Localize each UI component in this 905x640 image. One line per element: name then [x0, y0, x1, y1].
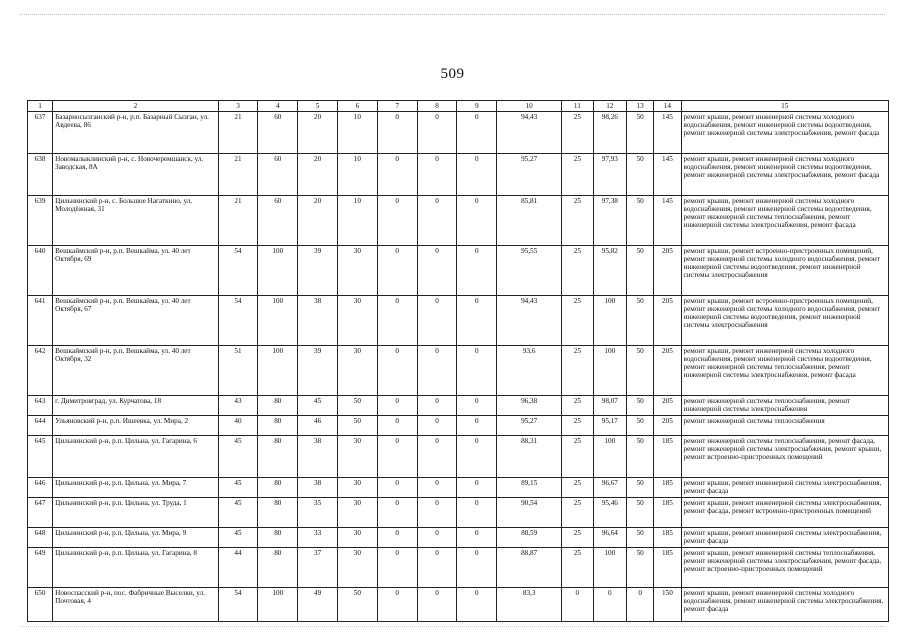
col7-cell: 0 — [377, 478, 417, 498]
col9-cell: 0 — [457, 246, 497, 296]
table-row — [28, 478, 889, 498]
works-cell: ремонт крыши, ремонт инженерной системы теплоснабжения, ремонт инженерной системы электроснабжения, ремонт фасада, ремонт встроенно-пристроенных помещений — [681, 548, 889, 588]
col12-cell: 95,46 — [593, 498, 627, 528]
col6-cell: 30 — [338, 528, 378, 548]
col7-cell: 0 — [377, 346, 417, 396]
col4-cell: 60 — [258, 196, 298, 246]
col11-cell: 25 — [562, 112, 593, 154]
col4-cell: 80 — [258, 528, 298, 548]
col6-cell: 30 — [338, 478, 378, 498]
table-row — [28, 346, 889, 396]
col7-cell: 0 — [377, 196, 417, 246]
column-header-10: 10 — [497, 101, 562, 112]
row-number: 641 — [28, 296, 53, 346]
works-cell: ремонт крыши, ремонт инженерной системы холодного водоснабжения, ремонт инженерной системы водоотведения, ремонт инженерной системы электроснабжения, ремонт фасада — [681, 112, 889, 154]
col6-cell: 10 — [338, 112, 378, 154]
col8-cell: 0 — [417, 296, 457, 346]
col13-cell: 50 — [627, 112, 654, 154]
row-number: 644 — [28, 416, 53, 436]
col4-cell: 100 — [258, 346, 298, 396]
col8-cell: 0 — [417, 416, 457, 436]
column-header-9: 9 — [457, 101, 497, 112]
col3-cell: 45 — [218, 436, 258, 478]
row-number: 637 — [28, 112, 53, 154]
col3-cell: 40 — [218, 416, 258, 436]
address-cell: Цильнинский р-н, р.п. Цильна, ул. Мира, 7 — [53, 478, 218, 498]
col3-cell: 54 — [218, 246, 258, 296]
col9-cell: 0 — [457, 112, 497, 154]
col14-cell: 185 — [654, 548, 681, 588]
col6-cell: 30 — [338, 498, 378, 528]
col3-cell: 45 — [218, 478, 258, 498]
works-cell: ремонт крыши, ремонт инженерной системы холодного водоснабжения, ремонт инженерной системы водоотведения, ремонт инженерной системы электроснабжения, ремонт фасада — [681, 154, 889, 196]
col8-cell: 0 — [417, 548, 457, 588]
table-row — [28, 246, 889, 296]
address-cell: Цильнинский р-н, р.п. Цильна, ул. Гагарина, 6 — [53, 436, 218, 478]
col11-cell: 25 — [562, 296, 593, 346]
col14-cell: 185 — [654, 436, 681, 478]
table-row — [28, 154, 889, 196]
table-row — [28, 196, 889, 246]
col4-cell: 80 — [258, 548, 298, 588]
col4-cell: 60 — [258, 154, 298, 196]
col6-cell: 30 — [338, 346, 378, 396]
address-cell: Цильнинский р-н, р.п. Цильна, ул. Мира, 9 — [53, 528, 218, 548]
works-cell: ремонт крыши, ремонт инженерной системы холодного водоснабжения, ремонт инженерной системы водоотведения, ремонт инженерной системы теплоснабжения, ремонт инженерной системы электроснабжения, ремонт фасада — [681, 346, 889, 396]
col4-cell: 100 — [258, 296, 298, 346]
col14-cell: 145 — [654, 196, 681, 246]
col13-cell: 50 — [627, 296, 654, 346]
address-cell: Ульяновский р-н, р.п. Ишеевка, ул. Мира, 2 — [53, 416, 218, 436]
col3-cell: 45 — [218, 528, 258, 548]
address-cell: г. Димитровград, ул. Курчатова, 18 — [53, 396, 218, 416]
col6-cell: 10 — [338, 154, 378, 196]
table-row — [28, 498, 889, 528]
col9-cell: 0 — [457, 548, 497, 588]
col9-cell: 0 — [457, 478, 497, 498]
col13-cell: 50 — [627, 478, 654, 498]
column-header-14: 14 — [654, 101, 681, 112]
column-header-15: 15 — [681, 101, 889, 112]
col8-cell: 0 — [417, 478, 457, 498]
column-header-7: 7 — [377, 101, 417, 112]
col5-cell: 35 — [298, 498, 338, 528]
col6-cell: 30 — [338, 436, 378, 478]
column-header-3: 3 — [218, 101, 258, 112]
col5-cell: 37 — [298, 548, 338, 588]
table-row — [28, 548, 889, 588]
col5-cell: 20 — [298, 154, 338, 196]
header-row — [28, 101, 889, 112]
col11-cell: 25 — [562, 346, 593, 396]
table-row — [28, 588, 889, 622]
col13-cell: 0 — [627, 588, 654, 622]
col10-cell: 88,59 — [497, 528, 562, 548]
address-cell: Вешкаймский р-н, р.п. Вешкайма, ул. 40 лет Октября, 32 — [53, 346, 218, 396]
col13-cell: 50 — [627, 528, 654, 548]
col9-cell: 0 — [457, 196, 497, 246]
col11-cell: 0 — [562, 588, 593, 622]
col5-cell: 38 — [298, 436, 338, 478]
col5-cell: 20 — [298, 196, 338, 246]
col13-cell: 50 — [627, 154, 654, 196]
col7-cell: 0 — [377, 246, 417, 296]
col9-cell: 0 — [457, 588, 497, 622]
col12-cell: 100 — [593, 548, 627, 588]
table-row — [28, 296, 889, 346]
col3-cell: 21 — [218, 154, 258, 196]
col12-cell: 0 — [593, 588, 627, 622]
scan-edge-bottom — [20, 626, 885, 628]
col12-cell: 97,38 — [593, 196, 627, 246]
row-number: 647 — [28, 498, 53, 528]
col13-cell: 50 — [627, 396, 654, 416]
address-cell: Цильнинский р-н, р.п. Цильна, ул. Труда, 1 — [53, 498, 218, 528]
col8-cell: 0 — [417, 436, 457, 478]
col11-cell: 25 — [562, 498, 593, 528]
works-cell: ремонт крыши, ремонт инженерной системы холодного водоснабжения, ремонт инженерной системы электроснабжения, ремонт фасада — [681, 588, 889, 622]
col9-cell: 0 — [457, 346, 497, 396]
col5-cell: 45 — [298, 396, 338, 416]
col14-cell: 185 — [654, 528, 681, 548]
col12-cell: 100 — [593, 436, 627, 478]
row-number: 646 — [28, 478, 53, 498]
col14-cell: 205 — [654, 246, 681, 296]
col3-cell: 51 — [218, 346, 258, 396]
address-cell: Базарносызганский р-н, р.п. Базарный Сызган, ул. Авдеева, 86 — [53, 112, 218, 154]
col8-cell: 0 — [417, 528, 457, 548]
col11-cell: 25 — [562, 396, 593, 416]
col5-cell: 20 — [298, 112, 338, 154]
col8-cell: 0 — [417, 346, 457, 396]
col9-cell: 0 — [457, 296, 497, 346]
column-header-5: 5 — [298, 101, 338, 112]
col10-cell: 95,27 — [497, 416, 562, 436]
table-body — [28, 112, 889, 622]
row-number: 640 — [28, 246, 53, 296]
col4-cell: 80 — [258, 498, 298, 528]
col12-cell: 96,64 — [593, 528, 627, 548]
col5-cell: 39 — [298, 346, 338, 396]
col7-cell: 0 — [377, 154, 417, 196]
col10-cell: 88,31 — [497, 436, 562, 478]
col12-cell: 95,82 — [593, 246, 627, 296]
col10-cell: 95,55 — [497, 246, 562, 296]
col11-cell: 25 — [562, 548, 593, 588]
col9-cell: 0 — [457, 498, 497, 528]
col12-cell: 98,07 — [593, 396, 627, 416]
col11-cell: 25 — [562, 416, 593, 436]
col13-cell: 50 — [627, 196, 654, 246]
col4-cell: 60 — [258, 112, 298, 154]
col11-cell: 25 — [562, 436, 593, 478]
col10-cell: 88,87 — [497, 548, 562, 588]
col5-cell: 38 — [298, 478, 338, 498]
col5-cell: 49 — [298, 588, 338, 622]
column-header-11: 11 — [562, 101, 593, 112]
col10-cell: 94,43 — [497, 296, 562, 346]
col13-cell: 50 — [627, 548, 654, 588]
col4-cell: 80 — [258, 396, 298, 416]
col12-cell: 98,26 — [593, 112, 627, 154]
table-row — [28, 112, 889, 154]
col9-cell: 0 — [457, 528, 497, 548]
col6-cell: 30 — [338, 246, 378, 296]
col7-cell: 0 — [377, 436, 417, 478]
col5-cell: 39 — [298, 246, 338, 296]
col10-cell: 93,6 — [497, 346, 562, 396]
col10-cell: 83,3 — [497, 588, 562, 622]
table-row — [28, 416, 889, 436]
col8-cell: 0 — [417, 498, 457, 528]
col12-cell: 100 — [593, 346, 627, 396]
col11-cell: 25 — [562, 196, 593, 246]
address-cell: Вешкаймский р-н, р.п. Вешкайма, ул. 40 лет Октября, 69 — [53, 246, 218, 296]
col14-cell: 205 — [654, 396, 681, 416]
col14-cell: 205 — [654, 346, 681, 396]
col7-cell: 0 — [377, 588, 417, 622]
row-number: 642 — [28, 346, 53, 396]
col8-cell: 0 — [417, 588, 457, 622]
works-cell: ремонт инженерной системы теплоснабжения, ремонт инженерной системы электроснабжения — [681, 396, 889, 416]
col8-cell: 0 — [417, 154, 457, 196]
col6-cell: 30 — [338, 548, 378, 588]
col3-cell: 44 — [218, 548, 258, 588]
column-header-1: 1 — [28, 101, 53, 112]
col7-cell: 0 — [377, 548, 417, 588]
col7-cell: 0 — [377, 296, 417, 346]
col13-cell: 50 — [627, 346, 654, 396]
col6-cell: 50 — [338, 588, 378, 622]
col4-cell: 100 — [258, 588, 298, 622]
col3-cell: 54 — [218, 588, 258, 622]
row-number: 645 — [28, 436, 53, 478]
col4-cell: 80 — [258, 478, 298, 498]
col7-cell: 0 — [377, 416, 417, 436]
col10-cell: 95,27 — [497, 154, 562, 196]
column-header-12: 12 — [593, 101, 627, 112]
row-number: 648 — [28, 528, 53, 548]
scan-edge-top — [20, 14, 885, 16]
col14-cell: 145 — [654, 112, 681, 154]
row-number: 649 — [28, 548, 53, 588]
address-cell: Новоспасский р-н, пос. Фабричные Выселки, ул. Почтовая, 4 — [53, 588, 218, 622]
column-header-13: 13 — [627, 101, 654, 112]
table-row — [28, 528, 889, 548]
registry-table — [27, 100, 889, 622]
col3-cell: 21 — [218, 112, 258, 154]
table-row — [28, 436, 889, 478]
col8-cell: 0 — [417, 396, 457, 416]
column-header-8: 8 — [417, 101, 457, 112]
column-header-2: 2 — [53, 101, 218, 112]
col7-cell: 0 — [377, 112, 417, 154]
col14-cell: 185 — [654, 478, 681, 498]
col7-cell: 0 — [377, 498, 417, 528]
col13-cell: 50 — [627, 416, 654, 436]
col13-cell: 50 — [627, 498, 654, 528]
col8-cell: 0 — [417, 112, 457, 154]
col8-cell: 0 — [417, 246, 457, 296]
works-cell: ремонт крыши, ремонт инженерной системы электроснабжения, ремонт фасада — [681, 478, 889, 498]
column-header-4: 4 — [258, 101, 298, 112]
works-cell: ремонт крыши, ремонт инженерной системы электроснабжения, ремонт фасада — [681, 528, 889, 548]
col5-cell: 38 — [298, 296, 338, 346]
col11-cell: 25 — [562, 154, 593, 196]
works-cell: ремонт крыши, ремонт инженерной системы холодного водоснабжения, ремонт инженерной системы водоотведения, ремонт инженерной системы теплоснабжения, ремонт инженерной системы электроснабжения, ремонт фасада — [681, 196, 889, 246]
col14-cell: 205 — [654, 416, 681, 436]
address-cell: Вешкаймский р-н, р.п. Вешкайма, ул. 40 лет Октября, 67 — [53, 296, 218, 346]
col7-cell: 0 — [377, 396, 417, 416]
col4-cell: 100 — [258, 246, 298, 296]
works-cell: ремонт крыши, ремонт встроенно-пристроенных помещений, ремонт инженерной системы холодного водоснабжения, ремонт инженерной системы водоотведения, ремонт инженерной системы электроснабжения — [681, 296, 889, 346]
col10-cell: 96,38 — [497, 396, 562, 416]
works-cell: ремонт инженерной системы теплоснабжения — [681, 416, 889, 436]
col14-cell: 145 — [654, 154, 681, 196]
col3-cell: 54 — [218, 296, 258, 346]
row-number: 639 — [28, 196, 53, 246]
col10-cell: 85,81 — [497, 196, 562, 246]
col11-cell: 25 — [562, 246, 593, 296]
row-number: 643 — [28, 396, 53, 416]
col10-cell: 90,54 — [497, 498, 562, 528]
row-number: 650 — [28, 588, 53, 622]
col9-cell: 0 — [457, 416, 497, 436]
col14-cell: 185 — [654, 498, 681, 528]
col4-cell: 80 — [258, 416, 298, 436]
col10-cell: 94,43 — [497, 112, 562, 154]
col9-cell: 0 — [457, 436, 497, 478]
col14-cell: 205 — [654, 296, 681, 346]
col8-cell: 0 — [417, 196, 457, 246]
col5-cell: 33 — [298, 528, 338, 548]
col6-cell: 30 — [338, 296, 378, 346]
works-cell: ремонт крыши, ремонт инженерной системы электроснабжения, ремонт фасада, ремонт встроенно-пристроенных помещений — [681, 498, 889, 528]
col9-cell: 0 — [457, 396, 497, 416]
address-cell: Цильнинский р-н, с. Большое Нагаткино, ул. Молодёжная, 31 — [53, 196, 218, 246]
table-row — [28, 396, 889, 416]
column-header-6: 6 — [338, 101, 378, 112]
works-cell: ремонт крыши, ремонт встроенно-пристроенных помещений, ремонт инженерной системы холодного водоснабжения, ремонт инженерной системы водоотведения, ремонт инженерной системы электроснабжения — [681, 246, 889, 296]
col3-cell: 43 — [218, 396, 258, 416]
col11-cell: 25 — [562, 528, 593, 548]
col12-cell: 96,67 — [593, 478, 627, 498]
address-cell: Цильнинский р-н, р.п. Цильна, ул. Гагарина, 8 — [53, 548, 218, 588]
works-cell: ремонт инженерной системы теплоснабжения, ремонт фасада, ремонт инженерной системы электроснабжения, ремонт крыши, ремонт встроенно-пристроенных помещений — [681, 436, 889, 478]
col12-cell: 95,17 — [593, 416, 627, 436]
col13-cell: 50 — [627, 246, 654, 296]
col11-cell: 25 — [562, 478, 593, 498]
col6-cell: 10 — [338, 196, 378, 246]
row-number: 638 — [28, 154, 53, 196]
col9-cell: 0 — [457, 154, 497, 196]
col7-cell: 0 — [377, 528, 417, 548]
col13-cell: 50 — [627, 436, 654, 478]
col12-cell: 97,93 — [593, 154, 627, 196]
col3-cell: 45 — [218, 498, 258, 528]
page-number: 509 — [440, 66, 465, 82]
col3-cell: 21 — [218, 196, 258, 246]
col10-cell: 89,15 — [497, 478, 562, 498]
col14-cell: 150 — [654, 588, 681, 622]
col5-cell: 46 — [298, 416, 338, 436]
col4-cell: 80 — [258, 436, 298, 478]
address-cell: Новомалыклинский р-н, с. Новочеремшанск, ул. Заводская, 8А — [53, 154, 218, 196]
col12-cell: 100 — [593, 296, 627, 346]
col6-cell: 50 — [338, 396, 378, 416]
col6-cell: 50 — [338, 416, 378, 436]
